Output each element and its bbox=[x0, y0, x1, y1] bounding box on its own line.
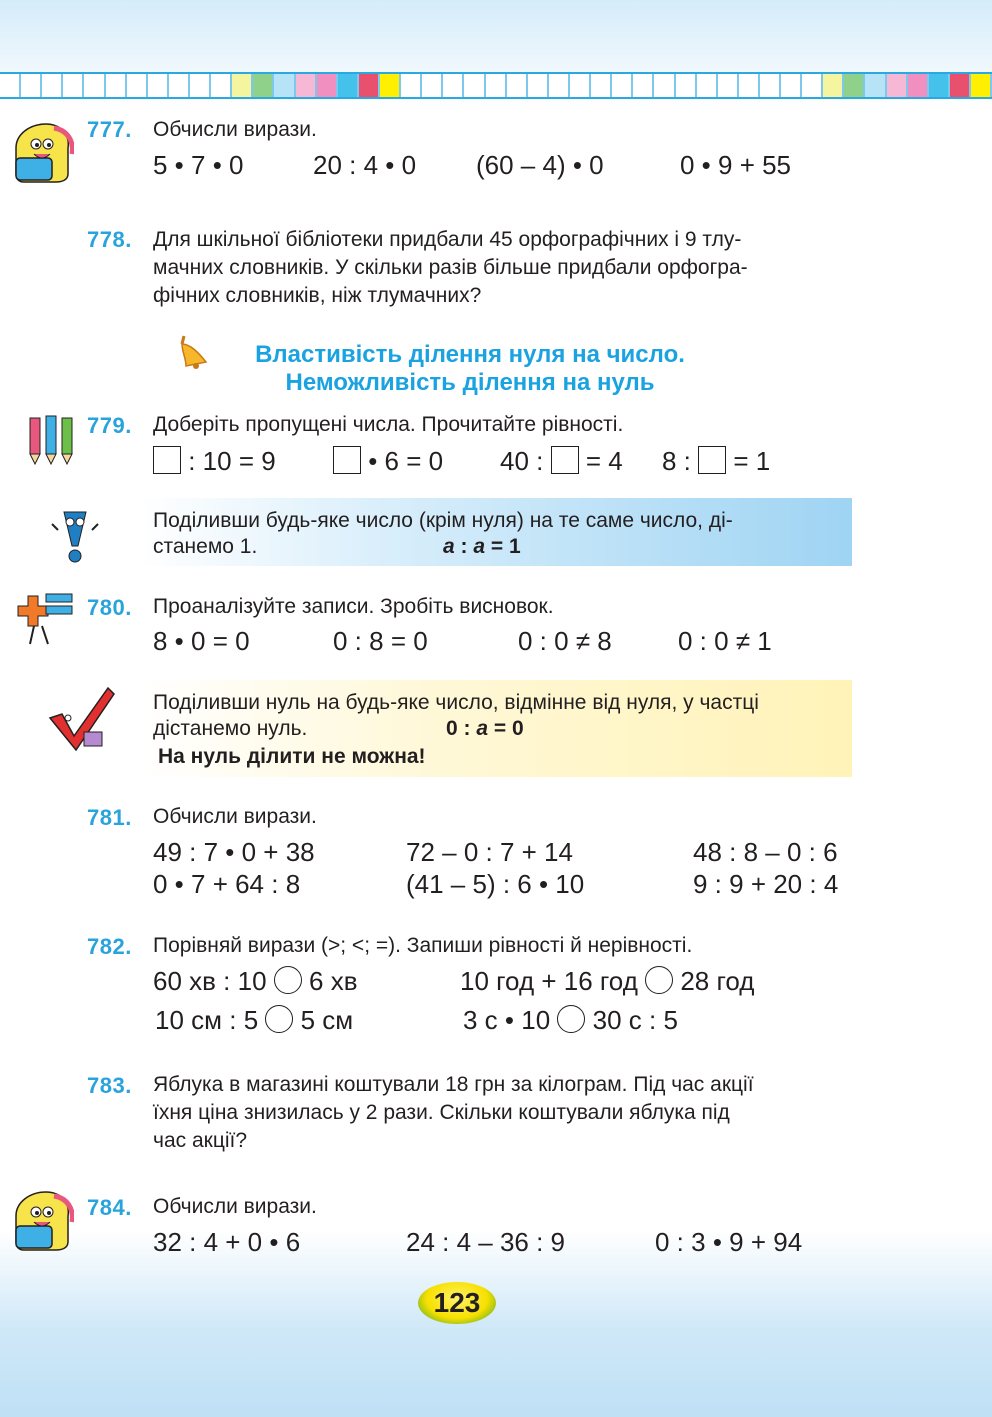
task-782-compare-d bbox=[463, 1005, 678, 1036]
strip-cell bbox=[338, 74, 359, 97]
task-777-expr-1: 5 • 7 • 0 bbox=[153, 150, 244, 180]
backpack-icon bbox=[10, 1186, 74, 1252]
strip-cell bbox=[612, 74, 633, 97]
task-782-compare-c bbox=[155, 1005, 353, 1036]
rule-2-formula bbox=[446, 714, 524, 743]
blank-box[interactable] bbox=[333, 446, 361, 474]
task-778-line-1: Для шкільної бібліотеки придбали 45 орфографічних і 9 тлу- bbox=[153, 228, 742, 251]
rule-2-line-1: Поділивши нуль на будь-яке число, відмінне від нуля, у частці bbox=[153, 691, 759, 714]
task-783-line-1: Яблука в магазині коштували 18 грн за кілограм. Під час акції bbox=[153, 1073, 754, 1096]
task-779-expr-3-left: 40 : bbox=[500, 446, 544, 476]
strip-cell bbox=[443, 74, 464, 97]
strip-cell bbox=[802, 74, 823, 97]
strip-cell bbox=[0, 74, 21, 97]
strip-cell bbox=[211, 74, 232, 97]
task-780-text: Проаналізуйте записи. Зробіть висновок. bbox=[153, 595, 554, 618]
task-780-expr-1: 8 • 0 = 0 bbox=[153, 626, 250, 656]
task-779-expr-1 bbox=[153, 446, 276, 477]
task-779-expr-2 bbox=[333, 446, 443, 477]
task-780-number: 780. bbox=[87, 595, 132, 620]
task-781-expr-r1c3: 48 : 8 – 0 : 6 bbox=[693, 837, 838, 867]
task-778-line-2: мачних словників. У скільки разів більше придбали орфогра- bbox=[153, 256, 748, 279]
strip-cell bbox=[274, 74, 295, 97]
task-781-text: Обчисли вирази. bbox=[153, 805, 317, 828]
compare-left: 10 год + 16 год bbox=[460, 966, 638, 996]
blank-box[interactable] bbox=[698, 446, 726, 474]
task-784-expr-1: 32 : 4 + 0 • 6 bbox=[153, 1227, 301, 1257]
compare-right: 28 год bbox=[680, 966, 755, 996]
strip-cell bbox=[127, 74, 148, 97]
task-784-expr-2: 24 : 4 – 36 : 9 bbox=[406, 1227, 566, 1257]
task-779-expr-1-text: : 10 = 9 bbox=[188, 446, 276, 476]
compare-left: 60 хв : 10 bbox=[153, 966, 267, 996]
strip-cell bbox=[718, 74, 739, 97]
section-heading-line-1: Властивість ділення нуля на число. bbox=[255, 341, 685, 368]
formula-a: a bbox=[473, 535, 486, 558]
formula-colon: : bbox=[454, 535, 474, 558]
decorative-strip bbox=[0, 72, 992, 99]
strip-cell bbox=[739, 74, 760, 97]
strip-cell bbox=[844, 74, 865, 97]
strip-cell bbox=[84, 74, 105, 97]
task-782-compare-b bbox=[460, 966, 754, 997]
rule-1-line-2: станемо 1. bbox=[153, 535, 258, 558]
task-781-expr-r1c2: 72 – 0 : 7 + 14 bbox=[406, 837, 573, 867]
task-777-expr-4: 0 • 9 + 55 bbox=[680, 150, 792, 180]
rule-1-formula bbox=[443, 532, 521, 561]
section-heading-line-2: Неможливість ділення на нуль bbox=[285, 369, 655, 396]
strip-cell bbox=[654, 74, 675, 97]
strip-cell bbox=[253, 74, 274, 97]
page-number: 123 bbox=[418, 1282, 496, 1324]
strip-cell bbox=[507, 74, 528, 97]
checkmark-icon bbox=[44, 684, 118, 754]
math-signs-icon bbox=[12, 586, 78, 648]
task-781-expr-r1c1: 49 : 7 • 0 + 38 bbox=[153, 837, 315, 867]
strip-cell bbox=[528, 74, 549, 97]
task-781-expr-r2c2: (41 – 5) : 6 • 10 bbox=[406, 869, 585, 899]
strip-cell bbox=[591, 74, 612, 97]
compare-right: 30 с : 5 bbox=[592, 1005, 678, 1035]
task-780-expr-2: 0 : 8 = 0 bbox=[333, 626, 428, 656]
compare-right: 5 см bbox=[300, 1005, 354, 1035]
task-779-expr-2-text: • 6 = 0 bbox=[368, 446, 444, 476]
strip-cell bbox=[908, 74, 929, 97]
backpack-icon bbox=[10, 118, 74, 184]
task-779-expr-3-right: = 4 bbox=[585, 446, 623, 476]
strip-cell bbox=[929, 74, 950, 97]
strip-cell bbox=[781, 74, 802, 97]
task-777-number: 777. bbox=[87, 117, 132, 142]
rule-1-line-1: Поділивши будь-яке число (крім нуля) на те саме число, ді- bbox=[153, 509, 733, 532]
strip-cell bbox=[359, 74, 380, 97]
task-782-compare-a bbox=[153, 966, 358, 997]
strip-cell bbox=[486, 74, 507, 97]
strip-cell bbox=[317, 74, 338, 97]
compare-left: 10 см : 5 bbox=[155, 1005, 259, 1035]
task-779-expr-4 bbox=[662, 446, 770, 477]
compare-circle[interactable] bbox=[265, 1005, 293, 1033]
task-784-text: Обчисли вирази. bbox=[153, 1195, 317, 1218]
task-777-expr-2: 20 : 4 • 0 bbox=[313, 150, 417, 180]
strip-cell bbox=[570, 74, 591, 97]
strip-cell bbox=[950, 74, 971, 97]
strip-cell bbox=[296, 74, 317, 97]
task-779-text: Доберіть пропущені числа. Прочитайте рівності. bbox=[153, 413, 624, 436]
strip-cell bbox=[823, 74, 844, 97]
formula-result: = 1 bbox=[485, 535, 521, 558]
task-780-expr-4: 0 : 0 ≠ 1 bbox=[678, 626, 772, 656]
compare-circle[interactable] bbox=[645, 966, 673, 994]
strip-cell bbox=[232, 74, 253, 97]
formula-zero: 0 : bbox=[446, 717, 477, 740]
strip-cell bbox=[464, 74, 485, 97]
strip-cell bbox=[760, 74, 781, 97]
strip-cell bbox=[106, 74, 127, 97]
task-778-number: 778. bbox=[87, 227, 132, 252]
task-780-expr-3: 0 : 0 ≠ 8 bbox=[518, 626, 612, 656]
compare-right: 6 хв bbox=[309, 966, 358, 996]
compare-circle[interactable] bbox=[557, 1005, 585, 1033]
compare-left: 3 с • 10 bbox=[463, 1005, 551, 1035]
strip-cell bbox=[422, 74, 443, 97]
exclamation-mark-icon bbox=[50, 506, 100, 566]
task-781-expr-r2c3: 9 : 9 + 20 : 4 bbox=[693, 869, 839, 899]
strip-cell bbox=[42, 74, 63, 97]
task-779-number: 779. bbox=[87, 413, 132, 438]
strip-cell bbox=[676, 74, 697, 97]
task-779-expr-4-right: = 1 bbox=[733, 446, 771, 476]
strip-cell bbox=[865, 74, 886, 97]
task-782-text: Порівняй вирази (>; <; =). Запиши рівності й нерівності. bbox=[153, 934, 693, 957]
task-783-line-3: час акції? bbox=[153, 1129, 248, 1152]
task-784-expr-3: 0 : 3 • 9 + 94 bbox=[655, 1227, 803, 1257]
strip-cell bbox=[380, 74, 401, 97]
formula-result: = 0 bbox=[488, 717, 524, 740]
blank-box[interactable] bbox=[153, 446, 181, 474]
rule-2-line-2: дістанемо нуль. bbox=[153, 717, 308, 740]
task-784-number: 784. bbox=[87, 1195, 132, 1220]
strip-cell bbox=[21, 74, 42, 97]
task-777-text: Обчисли вирази. bbox=[153, 118, 317, 141]
task-781-expr-r2c1: 0 • 7 + 64 : 8 bbox=[153, 869, 301, 899]
strip-cell bbox=[633, 74, 654, 97]
strip-cell bbox=[190, 74, 211, 97]
task-781-number: 781. bbox=[87, 805, 132, 830]
strip-cell bbox=[148, 74, 169, 97]
task-782-number: 782. bbox=[87, 934, 132, 959]
strip-cell bbox=[401, 74, 422, 97]
strip-cell bbox=[697, 74, 718, 97]
blank-box[interactable] bbox=[551, 446, 579, 474]
compare-circle[interactable] bbox=[274, 966, 302, 994]
pencils-icon bbox=[22, 412, 84, 466]
task-779-expr-3 bbox=[500, 446, 623, 477]
strip-cell bbox=[169, 74, 190, 97]
strip-cell bbox=[971, 74, 992, 97]
strip-cell bbox=[63, 74, 84, 97]
task-783-line-2: їхня ціна знизилась у 2 рази. Скільки коштували яблука під bbox=[153, 1101, 730, 1124]
rule-2-line-3: На нуль ділити не можна! bbox=[158, 745, 426, 768]
task-779-expr-4-left: 8 : bbox=[662, 446, 691, 476]
task-777-expr-3: (60 – 4) • 0 bbox=[476, 150, 604, 180]
formula-a: a bbox=[443, 535, 455, 558]
task-778-line-3: фічних словників, ніж тлумачних? bbox=[153, 284, 482, 307]
strip-cell bbox=[887, 74, 908, 97]
task-783-number: 783. bbox=[87, 1073, 132, 1098]
formula-a: a bbox=[476, 717, 489, 740]
strip-cell bbox=[549, 74, 570, 97]
